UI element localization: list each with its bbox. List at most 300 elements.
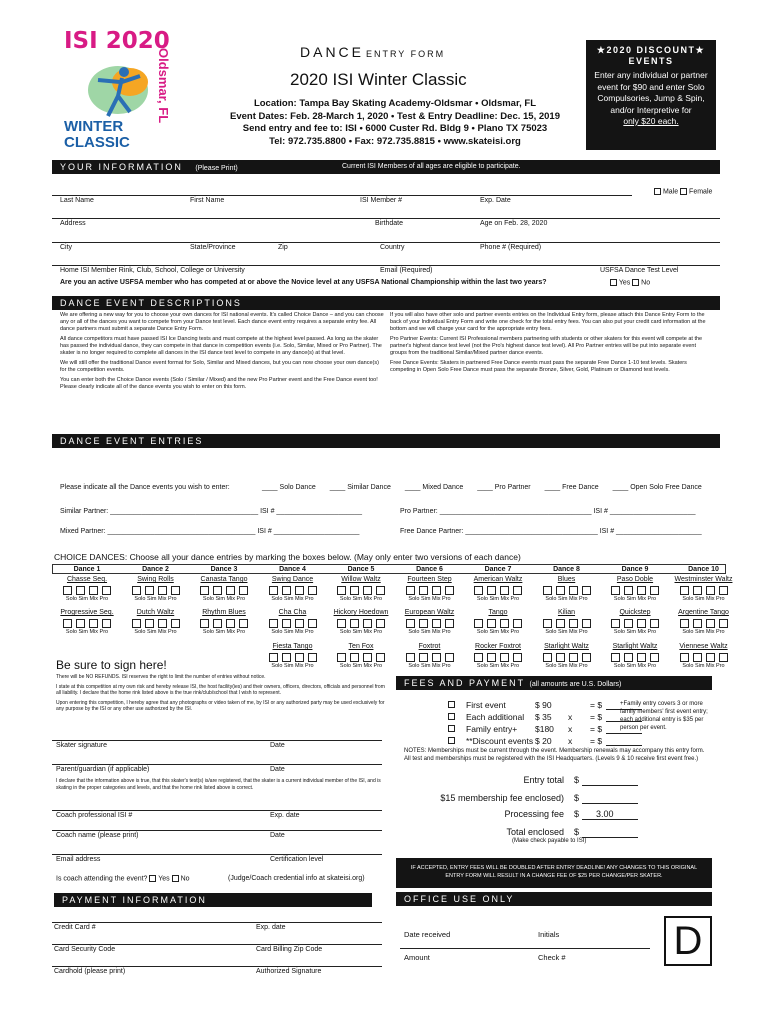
- dance-checkbox[interactable]: [171, 619, 180, 628]
- fee-eq: = $: [590, 700, 603, 710]
- payment-bar: PAYMENT INFORMATION: [54, 893, 372, 907]
- fee-price: $180: [535, 724, 554, 734]
- dance-checkbox[interactable]: [145, 586, 154, 595]
- dance-checkbox[interactable]: [680, 653, 689, 662]
- event-info: [210, 98, 580, 148]
- gender-select[interactable]: Male Female: [654, 188, 712, 195]
- dance-checkbox[interactable]: [693, 619, 702, 628]
- dance-name: Swing Rolls: [137, 576, 174, 583]
- opt-open-solo[interactable]: ____ Open Solo Free Dance: [612, 484, 702, 491]
- fee-price: $ 90: [535, 700, 552, 710]
- dance-name: Progressive Seq.: [60, 609, 114, 616]
- desc-left: We are offering a new way for you to choose your own dances for ISI national events. It's called Choice Dance – and you can choose any or all of the dances you want to compete from your Dance test level. Each dance event entry requires a separate entry fee. All dance partners must submit a separate Dance Entry Form. All dance competitors must have passed ISI Ice Dancing tests and must compete at the highest level passed. As long as the skater has passed the individual dance, they can compete in that dance in competition events (i.e. Solo, Similar, Mixed or Pro Partner). The skater is no longer required to complete all dances in the ISI dance test level to compete in any dance(s) at that level. We will still offer the traditional Dance event format for Solo, Similar and Mixed dances, but you can now choose your own dance(s) for the competition events. You can enter both the Choice Dance events (Solo / Similar / Mixed) and the new Pro Partner event and the Free Dance event too! Please clearly indicate all of the dance events you wish to enter on this form.: [60, 312, 384, 390]
- dance-entry: [123, 575, 189, 602]
- dance-sub-labels: Solo Sim Mix Pro: [476, 629, 520, 635]
- dance-checkbox[interactable]: [556, 619, 565, 628]
- fees-bar: FEES AND PAYMENT (all amounts are U.S. Dollars): [396, 676, 712, 690]
- exp-date-label: Exp. Date: [480, 197, 511, 204]
- rink-label: Home ISI Member Rink, Club, School, College or University: [60, 267, 245, 274]
- dance-name: Kilian: [557, 609, 576, 616]
- dance-checkbox[interactable]: [239, 619, 248, 628]
- dance-checkbox[interactable]: [706, 619, 715, 628]
- dance-checkbox[interactable]: [350, 619, 359, 628]
- dance-checkbox[interactable]: [200, 586, 209, 595]
- email-label: Email (Required): [380, 267, 433, 274]
- fee-eq: = $: [590, 724, 603, 734]
- dance-checkbox[interactable]: [500, 586, 509, 595]
- fee-checkbox[interactable]: [448, 713, 455, 720]
- dance-sub-labels: Solo Sim Mix Pro: [202, 629, 246, 635]
- dance-checkbox[interactable]: [513, 619, 522, 628]
- dance-sub-labels: Solo Sim Mix Pro: [682, 663, 725, 669]
- dance-checkbox[interactable]: [556, 586, 565, 595]
- dance-header: Dance 5: [347, 566, 375, 573]
- cardholder-label: Cardhold (please print): [54, 968, 126, 975]
- fee-checkbox[interactable]: [448, 701, 455, 708]
- fee-price: $ 20: [535, 736, 552, 746]
- dance-checkbox[interactable]: [308, 619, 317, 628]
- dance-name: Foxtrot: [418, 643, 441, 650]
- usfsa-yes-no[interactable]: Yes No: [610, 279, 650, 286]
- dance-entry: [602, 608, 668, 635]
- dance-sub-labels: Solo Sim Mix Pro: [65, 629, 109, 635]
- dance-name: Paso Doble: [616, 576, 654, 583]
- dance-checkbox[interactable]: [226, 619, 235, 628]
- dance-checkbox[interactable]: [350, 653, 359, 662]
- dance-name: Starlight Waltz: [544, 643, 589, 650]
- dance-sub-labels: Solo Sim Mix Pro: [613, 629, 657, 635]
- logo-line1: ISI 2020: [64, 28, 170, 54]
- dance-checkbox[interactable]: [406, 586, 415, 595]
- dance-checkbox[interactable]: [213, 619, 222, 628]
- send-address: Send entry and fee to: ISI • 6000 Custer Rd. Bldg 9 • Plano TX 75023: [242, 123, 548, 134]
- dance-checkbox[interactable]: [171, 586, 180, 595]
- dance-checkbox[interactable]: [269, 586, 278, 595]
- fee-total-member: $15 membership fee enclosed): [440, 793, 564, 803]
- dance-entry: [397, 642, 463, 669]
- dance-name: Swing Dance: [271, 576, 314, 583]
- dance-entry: [191, 575, 257, 602]
- dance-entry: [534, 575, 600, 602]
- dollar-sign: $: [574, 775, 580, 785]
- fee-eq: = $: [590, 736, 603, 746]
- similar-partner[interactable]: Similar Partner: ______________________________________ ISI # ______________________: [60, 508, 363, 515]
- fee-total-total_enc: Total enclosed: [506, 827, 564, 837]
- dance-checkbox[interactable]: [337, 586, 346, 595]
- dance-checkbox[interactable]: [282, 586, 291, 595]
- dance-sub-labels: Solo Sim Mix Pro: [545, 629, 588, 635]
- contact-line: Tel: 972.735.8800 • Fax: 972.735.8815 • www.skateisi.org: [269, 135, 521, 147]
- birthdate-label: Birthdate: [375, 220, 404, 227]
- dance-checkbox[interactable]: [445, 586, 454, 595]
- opt-free[interactable]: ____ Free Dance: [544, 484, 599, 491]
- dance-checkbox[interactable]: [445, 619, 454, 628]
- dance-checkbox[interactable]: [474, 586, 483, 595]
- dance-checkbox[interactable]: [282, 653, 291, 662]
- dance-entry: [260, 642, 326, 669]
- dance-checkbox[interactable]: [637, 653, 646, 662]
- dance-checkbox[interactable]: [706, 653, 715, 662]
- dance-checkbox[interactable]: [513, 586, 522, 595]
- fee-price: $ 35: [535, 712, 552, 722]
- dance-checkbox[interactable]: [611, 586, 620, 595]
- desc-right: If you will also have other solo and partner events entries on the Individual Entry form, please attach this Dance Entry Form to the back of your Individual Entry Form and write one check for the total entry fees. You can also put your credit card information at the bottom and we will charge your card for the appropriate entry fees. Pro Partner Events: Current ISI Professional members partnering with students or other skaters for this event will compete at the partner's highest dance test level (not the Pro's highest dance test level). All Pro Partner entries will be put into separate event groups from the traditional Similar/Mixed partner dance events. Free Dance Events: Skaters in partnered Free Dance events must pass the separate Free Dance 1-10 test levels. Skaters competing in Open Solo Free Dance must pass the separate Bronze, Silver, Gold, Platinum or Diamond test levels.: [390, 312, 706, 373]
- dance-name: Cha Cha: [278, 609, 307, 616]
- dance-entry: [465, 608, 531, 635]
- dance-entry: [328, 575, 394, 602]
- dance-sub-labels: Solo Sim Mix Pro: [682, 596, 725, 602]
- initials-label: Initials: [538, 930, 560, 939]
- dance-checkbox[interactable]: [213, 586, 222, 595]
- dance-checkbox[interactable]: [239, 586, 248, 595]
- dance-checkbox[interactable]: [487, 619, 496, 628]
- dance-checkbox[interactable]: [719, 653, 728, 662]
- event-options[interactable]: [262, 484, 702, 491]
- fee-x: x: [568, 712, 573, 722]
- pro-partner[interactable]: Pro Partner: _______________________________________ ISI # ______________________: [400, 508, 696, 515]
- dance-checkbox[interactable]: [76, 619, 85, 628]
- dance-checkbox[interactable]: [624, 653, 633, 662]
- dance-checkbox[interactable]: [650, 619, 659, 628]
- dance-sub-labels: Solo Sim Mix Pro: [408, 629, 451, 635]
- dance-name: Starlight Waltz: [612, 643, 658, 650]
- dance-checkbox[interactable]: [145, 619, 154, 628]
- dance-name: Dutch Waltz: [136, 609, 175, 616]
- dance-checkbox[interactable]: [445, 653, 454, 662]
- late-warning: IF ACCEPTED, ENTRY FEES WILL BE DOUBLED AFTER ENTRY DEADLINE! ANY CHANGES TO THIS ORIGINAL ENTRY FORM WILL RESULT IN A CHANGE FEE OF $25 PER CHANGE/PER SKATER.: [396, 858, 712, 888]
- dance-checkbox[interactable]: [719, 619, 728, 628]
- discount-emph: only $20 each.: [623, 116, 679, 126]
- dance-checkbox[interactable]: [295, 586, 304, 595]
- amount-field[interactable]: [582, 803, 638, 804]
- dance-checkbox[interactable]: [693, 653, 702, 662]
- dance-checkbox[interactable]: [89, 619, 98, 628]
- dance-name: Fourteen Step: [407, 576, 452, 583]
- dance-sub-labels: Solo Sim Mix Pro: [682, 629, 725, 635]
- fee-label: Family entry+: [466, 724, 518, 734]
- cert-label: Certification level: [270, 856, 324, 863]
- dance-checkbox[interactable]: [693, 586, 702, 595]
- dance-checkbox[interactable]: [513, 653, 522, 662]
- dance-sub-labels: Solo Sim Mix Pro: [476, 596, 520, 602]
- dance-checkbox[interactable]: [582, 586, 591, 595]
- fee-x: x: [568, 724, 573, 734]
- coach-email-label: Email address: [56, 856, 101, 863]
- dance-checkbox[interactable]: [132, 586, 141, 595]
- descriptions-bar: DANCE EVENT DESCRIPTIONS: [52, 296, 720, 310]
- skater-signature-label: Skater signature: [56, 742, 107, 749]
- indicate-label: Please indicate all the Dance events you wish to enter:: [60, 484, 230, 491]
- coach-exp-label: Exp. date: [270, 812, 300, 819]
- dance-checkbox[interactable]: [719, 586, 728, 595]
- dance-sub-labels: Solo Sim Mix Pro: [408, 596, 451, 602]
- dance-name: Rocker Foxtrot: [475, 643, 521, 650]
- dance-checkbox[interactable]: [569, 586, 578, 595]
- dance-checkbox[interactable]: [376, 619, 385, 628]
- dance-checkbox[interactable]: [487, 653, 496, 662]
- dance-checkbox[interactable]: [102, 586, 111, 595]
- first-name-label: First Name: [190, 197, 225, 204]
- parent-date-label: Date: [270, 766, 285, 773]
- office-bar: OFFICE USE ONLY: [396, 892, 712, 906]
- dance-header: Dance 4: [279, 566, 306, 573]
- dance-checkbox[interactable]: [363, 619, 372, 628]
- dance-checkbox[interactable]: [543, 619, 552, 628]
- dance-checkbox[interactable]: [308, 586, 317, 595]
- dance-entry: [465, 575, 531, 602]
- dance-sub-labels: Solo Sim Mix Pro: [339, 596, 383, 602]
- last-name-label: Last Name: [60, 197, 94, 204]
- credential-note: (Judge/Coach credential info at skateisi.org): [228, 875, 365, 882]
- dance-checkbox[interactable]: [569, 619, 578, 628]
- dance-sub-labels: Solo Sim Mix Pro: [271, 629, 314, 635]
- dance-checkbox[interactable]: [226, 586, 235, 595]
- dance-name: American Waltz: [473, 576, 523, 583]
- card-exp-label: Exp. date: [256, 924, 286, 931]
- dance-checkbox[interactable]: [363, 653, 372, 662]
- dance-name: Quickstep: [619, 609, 651, 616]
- dance-sub-labels: Solo Sim Mix Pro: [545, 663, 588, 669]
- dance-checkbox[interactable]: [269, 653, 278, 662]
- country-label: Country: [380, 244, 405, 251]
- dance-header-frame: [52, 564, 726, 574]
- free-partner[interactable]: Free Dance Partner: __________________________________ ISI # ______________________: [400, 528, 702, 535]
- dance-entry: [328, 642, 394, 669]
- dance-checkbox[interactable]: [308, 653, 317, 662]
- state-label: State/Province: [190, 244, 236, 251]
- dance-checkbox[interactable]: [76, 586, 85, 595]
- event-logo: [60, 28, 180, 156]
- dance-checkbox[interactable]: [650, 653, 659, 662]
- dance-checkbox[interactable]: [132, 619, 141, 628]
- dance-checkbox[interactable]: [582, 619, 591, 628]
- dance-name: Argentine Tango: [678, 609, 729, 616]
- discount-box: [586, 40, 716, 150]
- dance-checkbox[interactable]: [611, 653, 620, 662]
- logo-line3: CLASSIC: [64, 134, 130, 151]
- dance-name: Canasta Tango: [200, 576, 248, 583]
- dance-sub-labels: Solo Sim Mix Pro: [339, 629, 383, 635]
- processing-value: 3.00: [596, 809, 614, 819]
- dance-checkbox[interactable]: [432, 586, 441, 595]
- dance-checkbox[interactable]: [419, 653, 428, 662]
- dance-checkbox[interactable]: [363, 586, 372, 595]
- dollar-sign: $: [574, 793, 580, 803]
- authorized-signature-label: Authorized Signature: [256, 968, 322, 975]
- dance-entry: [465, 642, 531, 669]
- dance-checkbox[interactable]: [432, 653, 441, 662]
- dance-entry: [602, 575, 668, 602]
- member-number-label: ISI Member #: [360, 197, 403, 204]
- coach-legal: I declare that the information above is true, that this skater's test(s) is/are registered, that the skater is a current individual member of the ISI, and is skating in the proper categories and levels, and that the home rink listed above is correct.: [56, 778, 381, 791]
- coach-attend[interactable]: Is coach attending the event? Yes No: [56, 875, 190, 883]
- dance-checkbox[interactable]: [637, 619, 646, 628]
- address-label: Address: [60, 220, 86, 227]
- check-label: Check #: [538, 953, 566, 962]
- dance-sub-labels: Solo Sim Mix Pro: [65, 596, 109, 602]
- dance-checkbox[interactable]: [474, 619, 483, 628]
- logo-side: Oldsmar, FL: [156, 48, 171, 124]
- dance-entry: [260, 575, 326, 602]
- dance-checkbox[interactable]: [650, 586, 659, 595]
- credit-card-label: Credit Card #: [54, 924, 96, 931]
- dance-checkbox[interactable]: [295, 653, 304, 662]
- dance-sub-labels: Solo Sim Mix Pro: [271, 663, 314, 669]
- opt-pro[interactable]: ____ Pro Partner: [477, 484, 531, 491]
- dance-entry: [671, 608, 737, 635]
- dance-name: Rhythm Blues: [202, 609, 246, 616]
- choice-heading: CHOICE DANCES: Choose all your dance entries by marking the boxes below. (May only enter two versions of each dance): [54, 552, 521, 562]
- fee-checkbox[interactable]: [448, 725, 455, 732]
- dance-sub-labels: Solo Sim Mix Pro: [202, 596, 246, 602]
- dance-checkbox[interactable]: [432, 619, 441, 628]
- dance-name: Viennese Waltz: [679, 643, 728, 650]
- dance-checkbox[interactable]: [63, 619, 72, 628]
- fee-eq: = $: [590, 712, 603, 722]
- fee-x: x: [568, 736, 573, 746]
- mixed-partner[interactable]: Mixed Partner: ______________________________________ ISI # ______________________: [60, 528, 360, 535]
- dance-checkbox[interactable]: [406, 619, 415, 628]
- dance-name: Tango: [488, 609, 508, 616]
- form-letter: D: [664, 916, 712, 966]
- dance-entry: [397, 575, 463, 602]
- dance-entry: [54, 608, 120, 635]
- fees-notes: NOTES: Memberships must be current through the event. Membership renewals may accompany this entry form. All test and memberships must be registered with the ISI Headquarters. (Levels 9 & 10 receive first event free.): [404, 748, 705, 762]
- entries-bar: DANCE EVENT ENTRIES: [52, 434, 720, 448]
- dance-checkbox[interactable]: [624, 586, 633, 595]
- dance-checkbox[interactable]: [295, 619, 304, 628]
- coach-date-label: Date: [270, 832, 285, 839]
- billing-zip-label: Card Billing Zip Code: [256, 946, 323, 953]
- dance-name: Westminster Waltz: [674, 576, 733, 583]
- logo-line2: WINTER: [64, 118, 124, 135]
- dance-checkbox[interactable]: [569, 653, 578, 662]
- opt-similar[interactable]: ____ Similar Dance: [329, 484, 391, 491]
- dance-header: Dance 9: [621, 566, 649, 573]
- dance-checkbox[interactable]: [582, 653, 591, 662]
- event-location: Location: Tampa Bay Skating Academy-Oldsmar • Oldsmar, FL: [253, 98, 537, 109]
- dance-checkbox[interactable]: [337, 653, 346, 662]
- usfsa-label: USFSA Dance Test Level: [600, 267, 679, 274]
- dance-checkbox[interactable]: [406, 653, 415, 662]
- discount-title: ★2020 DISCOUNT★ EVENTS: [596, 45, 706, 66]
- dollar-sign: $: [574, 809, 580, 819]
- coach-name-label: Coach name (please print): [56, 832, 139, 839]
- dance-checkbox[interactable]: [63, 586, 72, 595]
- amount-label: Amount: [404, 953, 430, 962]
- your-info-bar: YOUR INFORMATION (Please Print) Current ISI Members of all ages are eligible to participate.: [52, 160, 720, 174]
- zip-label: Zip: [278, 244, 288, 251]
- date-received-label: Date received: [404, 930, 451, 939]
- dance-name: European Waltz: [404, 609, 455, 616]
- dance-sub-labels: Solo Sim Mix Pro: [545, 596, 588, 602]
- dance-header: Dance 7: [484, 566, 512, 573]
- dance-checkbox[interactable]: [419, 586, 428, 595]
- payable-note: (Make check payable to ISI): [512, 838, 587, 844]
- dance-sub-labels: Solo Sim Mix Pro: [613, 663, 657, 669]
- dance-entry: [191, 608, 257, 635]
- dance-checkbox[interactable]: [543, 653, 552, 662]
- dance-checkbox[interactable]: [419, 619, 428, 628]
- dance-checkbox[interactable]: [158, 619, 167, 628]
- fee-checkbox[interactable]: [448, 737, 455, 744]
- dance-header: Dance 1: [73, 566, 101, 573]
- dance-entry: [534, 608, 600, 635]
- dance-checkbox[interactable]: [500, 653, 509, 662]
- dance-checkbox[interactable]: [350, 586, 359, 595]
- opt-mixed[interactable]: ____ Mixed Dance: [404, 484, 464, 491]
- dance-checkbox[interactable]: [269, 619, 278, 628]
- dance-checkbox[interactable]: [337, 619, 346, 628]
- dance-checkbox[interactable]: [500, 619, 509, 628]
- dance-sub-labels: Solo Sim Mix Pro: [408, 663, 451, 669]
- dance-entry: [260, 608, 326, 635]
- dance-header: Dance 10: [688, 566, 719, 573]
- dance-sub-labels: Solo Sim Mix Pro: [476, 663, 520, 669]
- dance-checkbox[interactable]: [158, 586, 167, 595]
- dance-checkbox[interactable]: [680, 619, 689, 628]
- usfsa-question: Are you an active USFSA member who has competed at or above the Novice level at any USFSA National Championship within the last two years?: [60, 279, 547, 286]
- dance-sub-labels: Solo Sim Mix Pro: [271, 596, 314, 602]
- family-note: +Family entry covers 3 or more family members' first event entry; each additional entry is $35 per person per event.: [620, 701, 708, 731]
- skater-figure: [78, 60, 158, 120]
- skater-date-label: Date: [270, 742, 285, 749]
- dance-checkbox[interactable]: [200, 619, 209, 628]
- dance-sub-labels: Solo Sim Mix Pro: [339, 663, 383, 669]
- dance-checkbox[interactable]: [474, 653, 483, 662]
- dance-checkbox[interactable]: [624, 619, 633, 628]
- event-dates: Event Dates: Feb. 28-March 1, 2020 • Test & Entry Deadline: Dec. 15, 2019: [230, 110, 560, 122]
- dance-checkbox[interactable]: [637, 586, 646, 595]
- amount-field[interactable]: [582, 819, 638, 820]
- age-label: Age on Feb. 28, 2020: [480, 220, 548, 227]
- dance-checkbox[interactable]: [376, 653, 385, 662]
- opt-solo[interactable]: ____ Solo Dance: [262, 484, 316, 491]
- fee-total-total: Entry total: [523, 775, 564, 785]
- form-type: DANCE ENTRY FORM: [300, 44, 446, 60]
- dance-name: Ten Fox: [348, 643, 374, 650]
- dance-name: Blues: [557, 576, 576, 583]
- discount-body: Enter any individual or partner event for $90 and enter Solo Compulsories, Jump & Spin, and/or Interpretive for: [594, 70, 708, 115]
- dance-checkbox[interactable]: [102, 619, 111, 628]
- amount-field[interactable]: [582, 785, 638, 786]
- dance-checkbox[interactable]: [282, 619, 291, 628]
- dance-checkbox[interactable]: [487, 586, 496, 595]
- phone-label: Phone # (Required): [480, 244, 542, 251]
- dance-sub-labels: Solo Sim Mix Pro: [134, 596, 177, 602]
- dance-sub-labels: Solo Sim Mix Pro: [613, 596, 657, 602]
- city-label: City: [60, 244, 73, 251]
- dance-header: Dance 6: [416, 566, 443, 573]
- parent-label: Parent/guardian (if applicable): [56, 766, 150, 773]
- dance-name: Willow Waltz: [341, 576, 381, 583]
- dance-checkbox[interactable]: [89, 586, 98, 595]
- sign-title: Be sure to sign here!: [56, 658, 167, 672]
- fee-label: First event: [466, 700, 506, 710]
- page-title: 2020 ISI Winter Classic: [290, 70, 467, 89]
- dance-name: Hickory Hoedown: [333, 609, 389, 616]
- dance-checkbox[interactable]: [611, 619, 620, 628]
- dance-checkbox[interactable]: [706, 586, 715, 595]
- dance-checkbox[interactable]: [543, 586, 552, 595]
- fee-label: Each additional: [466, 712, 525, 722]
- dance-checkbox[interactable]: [376, 586, 385, 595]
- dance-checkbox[interactable]: [680, 586, 689, 595]
- amount-field[interactable]: [582, 837, 638, 838]
- dollar-sign: $: [574, 827, 580, 837]
- dance-sub-labels: Solo Sim Mix Pro: [134, 629, 177, 635]
- dance-checkbox[interactable]: [556, 653, 565, 662]
